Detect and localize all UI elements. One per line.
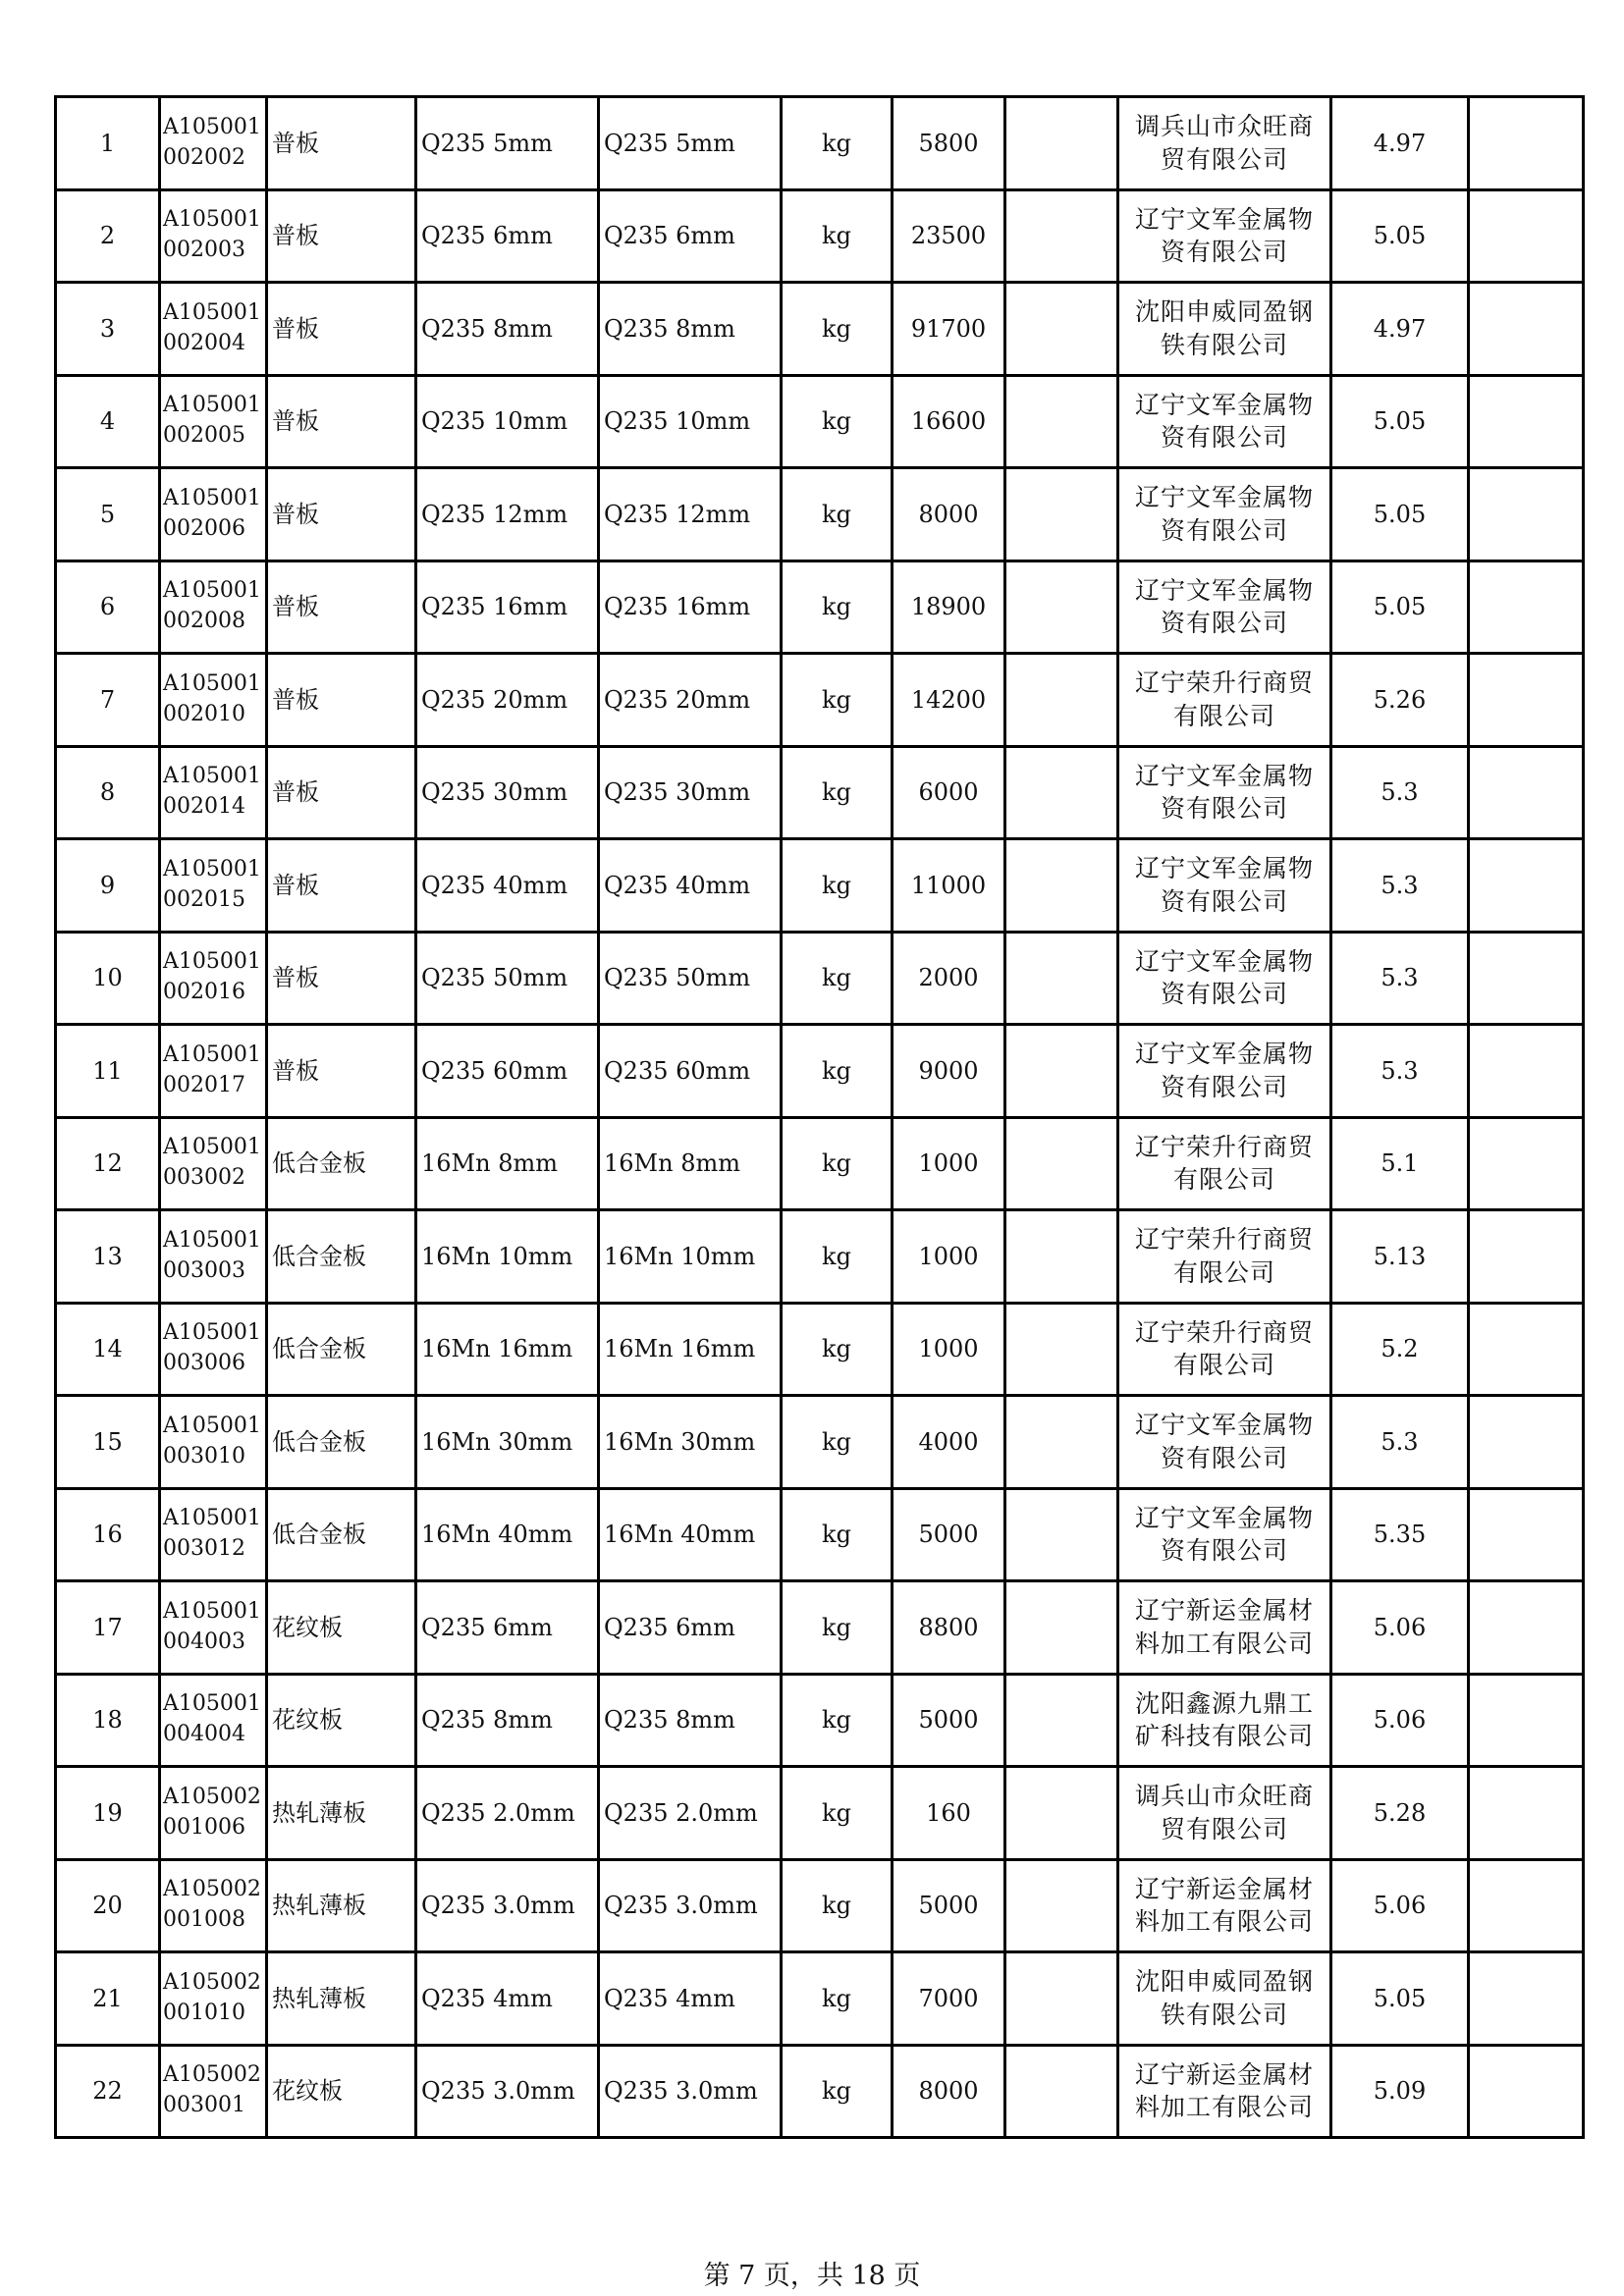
specification: Q235 5mm bbox=[416, 97, 599, 190]
material-code: A105001 004004 bbox=[160, 1674, 267, 1767]
material-code: A105001 002015 bbox=[160, 839, 267, 933]
table-row bbox=[56, 1303, 1584, 1396]
supplier: 辽宁文军金属物资有限公司 bbox=[1118, 1488, 1331, 1581]
quantity: 5800 bbox=[893, 97, 1005, 190]
unit: kg bbox=[782, 1117, 893, 1210]
specification: Q235 40mm bbox=[416, 839, 599, 933]
supplier: 辽宁文军金属物资有限公司 bbox=[1118, 746, 1331, 839]
material-code: A105001 002005 bbox=[160, 375, 267, 468]
material-code: A105001 002014 bbox=[160, 746, 267, 839]
row-number: 15 bbox=[56, 1396, 160, 1489]
unit-price: 5.3 bbox=[1331, 839, 1469, 933]
unit: kg bbox=[782, 1210, 893, 1304]
table-row bbox=[56, 97, 1584, 190]
unit-price: 5.06 bbox=[1331, 1674, 1469, 1767]
model: Q235 20mm bbox=[599, 654, 782, 747]
quantity: 18900 bbox=[893, 561, 1005, 654]
quantity: 1000 bbox=[893, 1303, 1005, 1396]
supplier: 沈阳申威同盈钢铁有限公司 bbox=[1118, 1952, 1331, 2046]
page-footer: 第 7 页，共 18 页 bbox=[703, 2261, 921, 2291]
quantity: 23500 bbox=[893, 189, 1005, 283]
row-number: 12 bbox=[56, 1117, 160, 1210]
empty-cell bbox=[1005, 283, 1118, 376]
remark bbox=[1469, 189, 1584, 283]
row-number: 2 bbox=[56, 189, 160, 283]
unit-price: 5.13 bbox=[1331, 1210, 1469, 1304]
table-row bbox=[56, 1952, 1584, 2046]
unit: kg bbox=[782, 189, 893, 283]
supplier: 辽宁新运金属材料加工有限公司 bbox=[1118, 1581, 1331, 1675]
remark bbox=[1469, 97, 1584, 190]
unit-price: 5.3 bbox=[1331, 1025, 1469, 1118]
specification: Q235 4mm bbox=[416, 1952, 599, 2046]
supplier: 辽宁文军金属物资有限公司 bbox=[1118, 1396, 1331, 1489]
empty-cell bbox=[1005, 1952, 1118, 2046]
quantity: 7000 bbox=[893, 1952, 1005, 2046]
row-number: 17 bbox=[56, 1581, 160, 1675]
quantity: 5000 bbox=[893, 1859, 1005, 1952]
material-name: 花纹板 bbox=[267, 1674, 416, 1767]
material-code: A105001 003010 bbox=[160, 1396, 267, 1489]
model: Q235 4mm bbox=[599, 1952, 782, 2046]
material-name: 低合金板 bbox=[267, 1488, 416, 1581]
unit: kg bbox=[782, 2045, 893, 2138]
row-number: 22 bbox=[56, 2045, 160, 2138]
remark bbox=[1469, 1396, 1584, 1489]
empty-cell bbox=[1005, 189, 1118, 283]
model: 16Mn 30mm bbox=[599, 1396, 782, 1489]
specification: Q235 6mm bbox=[416, 189, 599, 283]
unit-price: 5.05 bbox=[1331, 1952, 1469, 2046]
empty-cell bbox=[1005, 1488, 1118, 1581]
table-row bbox=[56, 1581, 1584, 1675]
material-code: A105002 001008 bbox=[160, 1859, 267, 1952]
supplier: 辽宁新运金属材料加工有限公司 bbox=[1118, 2045, 1331, 2138]
model: 16Mn 10mm bbox=[599, 1210, 782, 1304]
empty-cell bbox=[1005, 561, 1118, 654]
material-name: 热轧薄板 bbox=[267, 1767, 416, 1860]
empty-cell bbox=[1005, 1396, 1118, 1489]
material-code: A105001 002003 bbox=[160, 189, 267, 283]
quantity: 8000 bbox=[893, 2045, 1005, 2138]
quantity: 91700 bbox=[893, 283, 1005, 376]
table-row bbox=[56, 375, 1584, 468]
empty-cell bbox=[1005, 1303, 1118, 1396]
material-code: A105001 003002 bbox=[160, 1117, 267, 1210]
remark bbox=[1469, 1859, 1584, 1952]
model: Q235 30mm bbox=[599, 746, 782, 839]
material-name: 普板 bbox=[267, 932, 416, 1025]
model: Q235 50mm bbox=[599, 932, 782, 1025]
quantity: 9000 bbox=[893, 1025, 1005, 1118]
quantity: 4000 bbox=[893, 1396, 1005, 1489]
unit-price: 5.2 bbox=[1331, 1303, 1469, 1396]
empty-cell bbox=[1005, 839, 1118, 933]
model: Q235 3.0mm bbox=[599, 1859, 782, 1952]
material-code: A105001 002008 bbox=[160, 561, 267, 654]
model: Q235 6mm bbox=[599, 1581, 782, 1675]
model: Q235 40mm bbox=[599, 839, 782, 933]
supplier: 辽宁文军金属物资有限公司 bbox=[1118, 932, 1331, 1025]
unit-price: 5.05 bbox=[1331, 561, 1469, 654]
row-number: 7 bbox=[56, 654, 160, 747]
empty-cell bbox=[1005, 1767, 1118, 1860]
unit: kg bbox=[782, 561, 893, 654]
table-row bbox=[56, 1767, 1584, 1860]
material-name: 普板 bbox=[267, 375, 416, 468]
remark bbox=[1469, 375, 1584, 468]
empty-cell bbox=[1005, 1859, 1118, 1952]
remark bbox=[1469, 1767, 1584, 1860]
row-number: 16 bbox=[56, 1488, 160, 1581]
supplier: 调兵山市众旺商贸有限公司 bbox=[1118, 1767, 1331, 1860]
unit-price: 5.09 bbox=[1331, 2045, 1469, 2138]
row-number: 11 bbox=[56, 1025, 160, 1118]
unit-price: 5.1 bbox=[1331, 1117, 1469, 1210]
supplier: 辽宁文军金属物资有限公司 bbox=[1118, 468, 1331, 561]
unit: kg bbox=[782, 1859, 893, 1952]
supplier: 辽宁文军金属物资有限公司 bbox=[1118, 561, 1331, 654]
unit-price: 5.05 bbox=[1331, 375, 1469, 468]
unit-price: 5.3 bbox=[1331, 932, 1469, 1025]
supplier: 沈阳鑫源九鼎工矿科技有限公司 bbox=[1118, 1674, 1331, 1767]
material-name: 低合金板 bbox=[267, 1396, 416, 1489]
remark bbox=[1469, 468, 1584, 561]
material-code: A105002 001006 bbox=[160, 1767, 267, 1860]
table-row bbox=[56, 1210, 1584, 1304]
model: Q235 10mm bbox=[599, 375, 782, 468]
model: Q235 60mm bbox=[599, 1025, 782, 1118]
specification: Q235 8mm bbox=[416, 1674, 599, 1767]
quantity: 2000 bbox=[893, 932, 1005, 1025]
quantity: 6000 bbox=[893, 746, 1005, 839]
unit-price: 5.06 bbox=[1331, 1581, 1469, 1675]
specification: Q235 50mm bbox=[416, 932, 599, 1025]
table-row bbox=[56, 1859, 1584, 1952]
empty-cell bbox=[1005, 2045, 1118, 2138]
unit: kg bbox=[782, 932, 893, 1025]
unit: kg bbox=[782, 1488, 893, 1581]
unit: kg bbox=[782, 97, 893, 190]
empty-cell bbox=[1005, 746, 1118, 839]
unit: kg bbox=[782, 1025, 893, 1118]
specification: 16Mn 10mm bbox=[416, 1210, 599, 1304]
remark bbox=[1469, 1674, 1584, 1767]
material-name: 花纹板 bbox=[267, 1581, 416, 1675]
material-name: 普板 bbox=[267, 283, 416, 376]
material-name: 热轧薄板 bbox=[267, 1859, 416, 1952]
empty-cell bbox=[1005, 932, 1118, 1025]
supplier: 辽宁文军金属物资有限公司 bbox=[1118, 189, 1331, 283]
table-row bbox=[56, 1396, 1584, 1489]
remark bbox=[1469, 561, 1584, 654]
specification: Q235 60mm bbox=[416, 1025, 599, 1118]
table-row bbox=[56, 932, 1584, 1025]
material-code: A105001 002006 bbox=[160, 468, 267, 561]
table-row bbox=[56, 2045, 1584, 2138]
empty-cell bbox=[1005, 1117, 1118, 1210]
remark bbox=[1469, 1952, 1584, 2046]
specification: 16Mn 8mm bbox=[416, 1117, 599, 1210]
specification: Q235 16mm bbox=[416, 561, 599, 654]
material-code: A105002 001010 bbox=[160, 1952, 267, 2046]
material-name: 热轧薄板 bbox=[267, 1952, 416, 2046]
model: Q235 3.0mm bbox=[599, 2045, 782, 2138]
remark bbox=[1469, 1210, 1584, 1304]
empty-cell bbox=[1005, 1210, 1118, 1304]
remark bbox=[1469, 839, 1584, 933]
specification: Q235 10mm bbox=[416, 375, 599, 468]
quantity: 14200 bbox=[893, 654, 1005, 747]
model: Q235 16mm bbox=[599, 561, 782, 654]
unit: kg bbox=[782, 375, 893, 468]
model: 16Mn 40mm bbox=[599, 1488, 782, 1581]
unit-price: 5.06 bbox=[1331, 1859, 1469, 1952]
unit: kg bbox=[782, 654, 893, 747]
model: Q235 8mm bbox=[599, 283, 782, 376]
quantity: 16600 bbox=[893, 375, 1005, 468]
specification: Q235 20mm bbox=[416, 654, 599, 747]
remark bbox=[1469, 283, 1584, 376]
supplier: 辽宁荣升行商贸有限公司 bbox=[1118, 1117, 1331, 1210]
row-number: 3 bbox=[56, 283, 160, 376]
row-number: 10 bbox=[56, 932, 160, 1025]
remark bbox=[1469, 1581, 1584, 1675]
unit-price: 5.26 bbox=[1331, 654, 1469, 747]
material-code: A105001 002002 bbox=[160, 97, 267, 190]
remark bbox=[1469, 1117, 1584, 1210]
row-number: 5 bbox=[56, 468, 160, 561]
table-row bbox=[56, 1488, 1584, 1581]
quantity: 11000 bbox=[893, 839, 1005, 933]
row-number: 18 bbox=[56, 1674, 160, 1767]
material-code: A105001 003012 bbox=[160, 1488, 267, 1581]
table-row bbox=[56, 468, 1584, 561]
quantity: 1000 bbox=[893, 1210, 1005, 1304]
supplier: 辽宁荣升行商贸有限公司 bbox=[1118, 1303, 1331, 1396]
unit: kg bbox=[782, 1303, 893, 1396]
unit-price: 5.35 bbox=[1331, 1488, 1469, 1581]
supplier: 辽宁文军金属物资有限公司 bbox=[1118, 375, 1331, 468]
remark bbox=[1469, 1488, 1584, 1581]
row-number: 8 bbox=[56, 746, 160, 839]
row-number: 1 bbox=[56, 97, 160, 190]
specification: 16Mn 40mm bbox=[416, 1488, 599, 1581]
table-row bbox=[56, 283, 1584, 376]
table-row bbox=[56, 1674, 1584, 1767]
quantity: 5000 bbox=[893, 1674, 1005, 1767]
row-number: 13 bbox=[56, 1210, 160, 1304]
table-row bbox=[56, 1117, 1584, 1210]
unit-price: 5.05 bbox=[1331, 468, 1469, 561]
specification: Q235 3.0mm bbox=[416, 2045, 599, 2138]
supplier: 辽宁文军金属物资有限公司 bbox=[1118, 1025, 1331, 1118]
table-row bbox=[56, 1025, 1584, 1118]
material-code: A105001 003006 bbox=[160, 1303, 267, 1396]
model: Q235 12mm bbox=[599, 468, 782, 561]
material-code: A105001 002017 bbox=[160, 1025, 267, 1118]
material-name: 普板 bbox=[267, 654, 416, 747]
quantity: 8000 bbox=[893, 468, 1005, 561]
price-table bbox=[54, 95, 1585, 2139]
supplier: 辽宁新运金属材料加工有限公司 bbox=[1118, 1859, 1331, 1952]
model: Q235 6mm bbox=[599, 189, 782, 283]
material-code: A105001 002010 bbox=[160, 654, 267, 747]
unit: kg bbox=[782, 468, 893, 561]
specification: Q235 6mm bbox=[416, 1581, 599, 1675]
specification: 16Mn 16mm bbox=[416, 1303, 599, 1396]
empty-cell bbox=[1005, 375, 1118, 468]
row-number: 19 bbox=[56, 1767, 160, 1860]
remark bbox=[1469, 1025, 1584, 1118]
model: Q235 5mm bbox=[599, 97, 782, 190]
material-code: A105001 004003 bbox=[160, 1581, 267, 1675]
material-name: 低合金板 bbox=[267, 1117, 416, 1210]
unit: kg bbox=[782, 839, 893, 933]
material-code: A105001 002004 bbox=[160, 283, 267, 376]
specification: Q235 30mm bbox=[416, 746, 599, 839]
unit-price: 5.3 bbox=[1331, 1396, 1469, 1489]
unit: kg bbox=[782, 746, 893, 839]
unit-price: 5.28 bbox=[1331, 1767, 1469, 1860]
model: Q235 2.0mm bbox=[599, 1767, 782, 1860]
table-row bbox=[56, 189, 1584, 283]
specification: Q235 8mm bbox=[416, 283, 599, 376]
empty-cell bbox=[1005, 654, 1118, 747]
model: 16Mn 16mm bbox=[599, 1303, 782, 1396]
material-name: 低合金板 bbox=[267, 1210, 416, 1304]
row-number: 6 bbox=[56, 561, 160, 654]
unit: kg bbox=[782, 1396, 893, 1489]
row-number: 14 bbox=[56, 1303, 160, 1396]
empty-cell bbox=[1005, 1674, 1118, 1767]
material-name: 普板 bbox=[267, 468, 416, 561]
unit: kg bbox=[782, 1674, 893, 1767]
material-code: A105001 003003 bbox=[160, 1210, 267, 1304]
table-row bbox=[56, 561, 1584, 654]
remark bbox=[1469, 932, 1584, 1025]
quantity: 1000 bbox=[893, 1117, 1005, 1210]
supplier: 辽宁荣升行商贸有限公司 bbox=[1118, 1210, 1331, 1304]
unit-price: 4.97 bbox=[1331, 97, 1469, 190]
specification: 16Mn 30mm bbox=[416, 1396, 599, 1489]
material-code: A105001 002016 bbox=[160, 932, 267, 1025]
material-name: 普板 bbox=[267, 189, 416, 283]
material-name: 普板 bbox=[267, 561, 416, 654]
material-code: A105002 003001 bbox=[160, 2045, 267, 2138]
supplier: 辽宁文军金属物资有限公司 bbox=[1118, 839, 1331, 933]
row-number: 4 bbox=[56, 375, 160, 468]
model: 16Mn 8mm bbox=[599, 1117, 782, 1210]
remark bbox=[1469, 746, 1584, 839]
empty-cell bbox=[1005, 1581, 1118, 1675]
material-name: 低合金板 bbox=[267, 1303, 416, 1396]
supplier: 沈阳申威同盈钢铁有限公司 bbox=[1118, 283, 1331, 376]
supplier: 调兵山市众旺商贸有限公司 bbox=[1118, 97, 1331, 190]
unit-price: 5.3 bbox=[1331, 746, 1469, 839]
model: Q235 8mm bbox=[599, 1674, 782, 1767]
specification: Q235 2.0mm bbox=[416, 1767, 599, 1860]
unit: kg bbox=[782, 1952, 893, 2046]
supplier: 辽宁荣升行商贸有限公司 bbox=[1118, 654, 1331, 747]
row-number: 20 bbox=[56, 1859, 160, 1952]
unit: kg bbox=[782, 1581, 893, 1675]
material-name: 普板 bbox=[267, 1025, 416, 1118]
empty-cell bbox=[1005, 468, 1118, 561]
remark bbox=[1469, 2045, 1584, 2138]
material-name: 普板 bbox=[267, 839, 416, 933]
empty-cell bbox=[1005, 1025, 1118, 1118]
row-number: 21 bbox=[56, 1952, 160, 2046]
material-name: 普板 bbox=[267, 746, 416, 839]
material-name: 花纹板 bbox=[267, 2045, 416, 2138]
table-row bbox=[56, 839, 1584, 933]
unit-price: 4.97 bbox=[1331, 283, 1469, 376]
material-name: 普板 bbox=[267, 97, 416, 190]
unit: kg bbox=[782, 283, 893, 376]
quantity: 5000 bbox=[893, 1488, 1005, 1581]
unit: kg bbox=[782, 1767, 893, 1860]
unit-price: 5.05 bbox=[1331, 189, 1469, 283]
remark bbox=[1469, 1303, 1584, 1396]
table-row bbox=[56, 654, 1584, 747]
quantity: 8800 bbox=[893, 1581, 1005, 1675]
row-number: 9 bbox=[56, 839, 160, 933]
empty-cell bbox=[1005, 97, 1118, 190]
remark bbox=[1469, 654, 1584, 747]
quantity: 160 bbox=[893, 1767, 1005, 1860]
specification: Q235 3.0mm bbox=[416, 1859, 599, 1952]
table-row bbox=[56, 746, 1584, 839]
specification: Q235 12mm bbox=[416, 468, 599, 561]
